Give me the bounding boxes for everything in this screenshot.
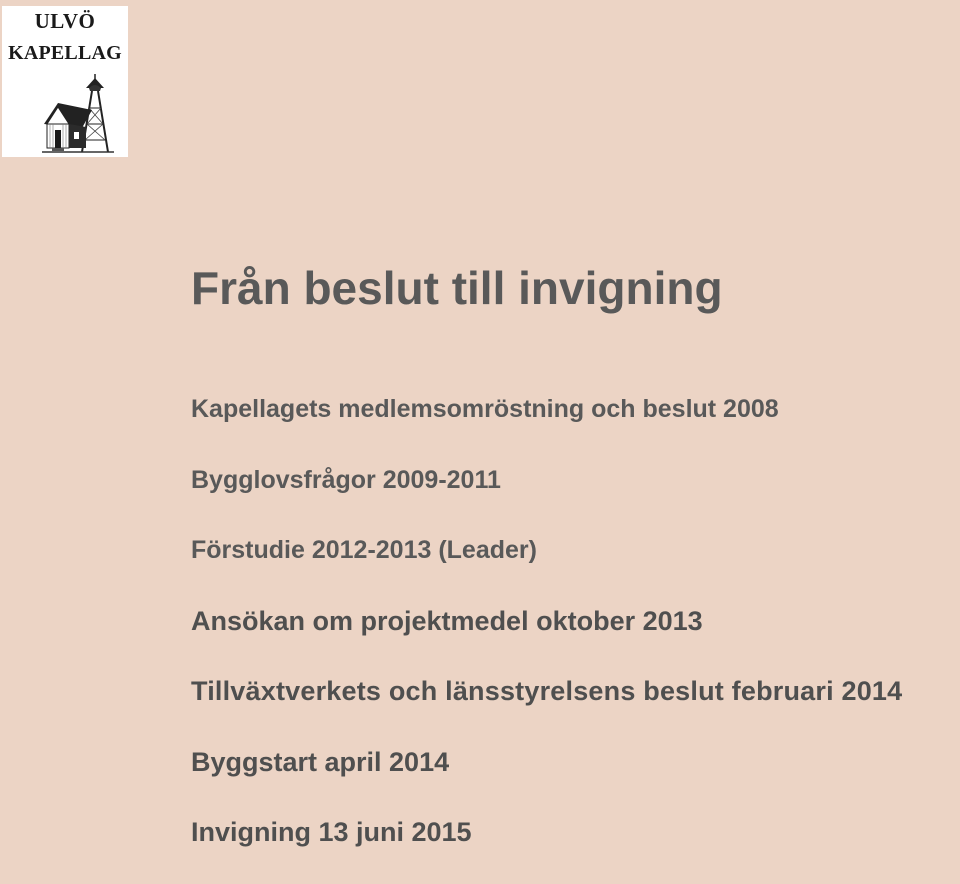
timeline-list (191, 390, 902, 884)
timeline-item-text: Förstudie 2012-2013 (Leader) (191, 536, 537, 564)
timeline-item-text: Byggstart april 2014 (191, 746, 450, 777)
timeline-item (191, 390, 902, 461)
timeline-item (191, 672, 902, 743)
timeline-item-text: Ansökan om projektmedel oktober 2013 (191, 605, 703, 636)
ulvo-kapellag-logo (2, 6, 128, 157)
timeline-item (191, 461, 902, 532)
timeline-item (191, 602, 902, 673)
timeline-item-text: Bygglovsfrågor 2009-2011 (191, 465, 501, 494)
chapel-bell-tower-icon (2, 6, 128, 157)
page-title: Från beslut till invigning (191, 262, 723, 314)
logo-text-kapellag: KAPELLAG (8, 42, 122, 64)
timeline-item-text: Kapellagets medlemsomröstning och beslut 2008 (191, 395, 779, 423)
timeline-item (191, 813, 902, 884)
timeline-item-text: Tillväxtverkets och länsstyrelsens beslut februari 2014 (191, 676, 903, 706)
logo-text-ulvo: ULVÖ (34, 9, 96, 33)
timeline-item-text: Invigning 13 juni 2015 (191, 817, 472, 847)
timeline-item (191, 531, 902, 602)
timeline-item (191, 743, 902, 814)
